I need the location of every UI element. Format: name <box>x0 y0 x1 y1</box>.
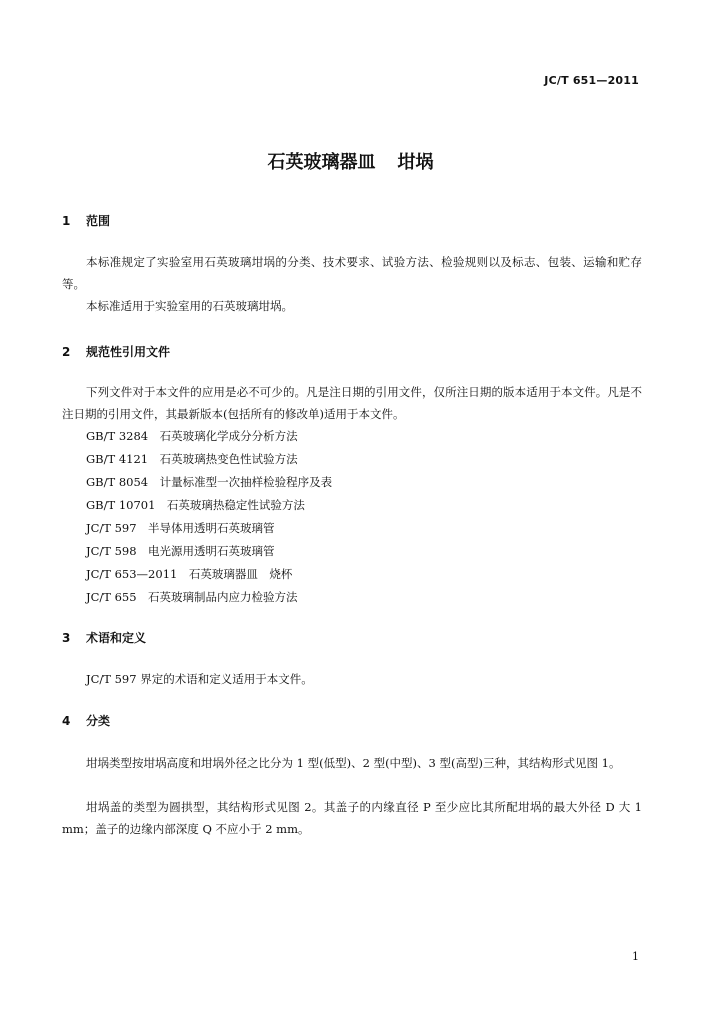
reference-item: JC/T 598 电光源用透明石英玻璃管 <box>86 544 275 558</box>
section-title: 术语和定义 <box>86 631 147 645</box>
section-2-para-1: 下列文件对于本文件的应用是必不可少的。凡是注日期的引用文件，仅所注日期的版本适用于本文件。凡是不注日期的引用文件，其最新版本(包括所有的修改单)适用于本文件。 <box>62 385 642 421</box>
document-title <box>0 148 701 174</box>
reference-item: JC/T 655 石英玻璃制品内应力检验方法 <box>86 590 298 604</box>
title-part-2: 坩埚 <box>397 152 434 173</box>
reference-item: JC/T 597 半导体用透明石英玻璃管 <box>86 521 275 535</box>
section-number: 2 <box>62 345 71 359</box>
section-number: 1 <box>62 214 71 228</box>
section-title: 规范性引用文件 <box>86 345 171 359</box>
reference-item: GB/T 8054 计量标准型一次抽样检验程序及表 <box>86 475 333 489</box>
section-2-heading <box>62 343 170 360</box>
section-3-para-1: JC/T 597 界定的术语和定义适用于本文件。 <box>86 672 313 686</box>
reference-item: JC/T 653—2011 石英玻璃器皿 烧杯 <box>86 567 293 581</box>
section-1-heading <box>62 212 110 229</box>
section-1-para-2: 本标准适用于实验室用的石英玻璃坩埚。 <box>86 299 293 313</box>
reference-item: GB/T 10701 石英玻璃热稳定性试验方法 <box>86 498 305 512</box>
section-1-para-1: 本标准规定了实验室用石英玻璃坩埚的分类、技术要求、试验方法、检验规则以及标志、包装、运输和贮存等。 <box>62 255 642 291</box>
section-number: 3 <box>62 631 71 645</box>
standard-number: JC/T 651—2011 <box>544 74 639 87</box>
page-number: 1 <box>632 950 639 963</box>
section-title: 分类 <box>86 714 111 728</box>
section-title: 范围 <box>86 214 111 228</box>
reference-item: GB/T 4121 石英玻璃热变色性试验方法 <box>86 452 298 466</box>
section-4-heading <box>62 712 110 729</box>
section-4-para-1: 坩埚类型按坩埚高度和坩埚外径之比分为 1 型(低型)、2 型(中型)、3 型(高型)三种，其结构形式见图 1。 <box>86 756 621 770</box>
section-3-heading <box>62 629 146 646</box>
title-part-1: 石英玻璃器皿 <box>267 152 376 173</box>
section-4-para-2: 坩埚盖的类型为圆拱型，其结构形式见图 2。其盖子的内缘直径 P 至少应比其所配坩埚的最大外径 D 大 1 mm；盖子的边缘内部深度 Q 不应小于 2 mm。 <box>62 800 642 836</box>
reference-item: GB/T 3284 石英玻璃化学成分分析方法 <box>86 429 298 443</box>
section-number: 4 <box>62 714 71 728</box>
